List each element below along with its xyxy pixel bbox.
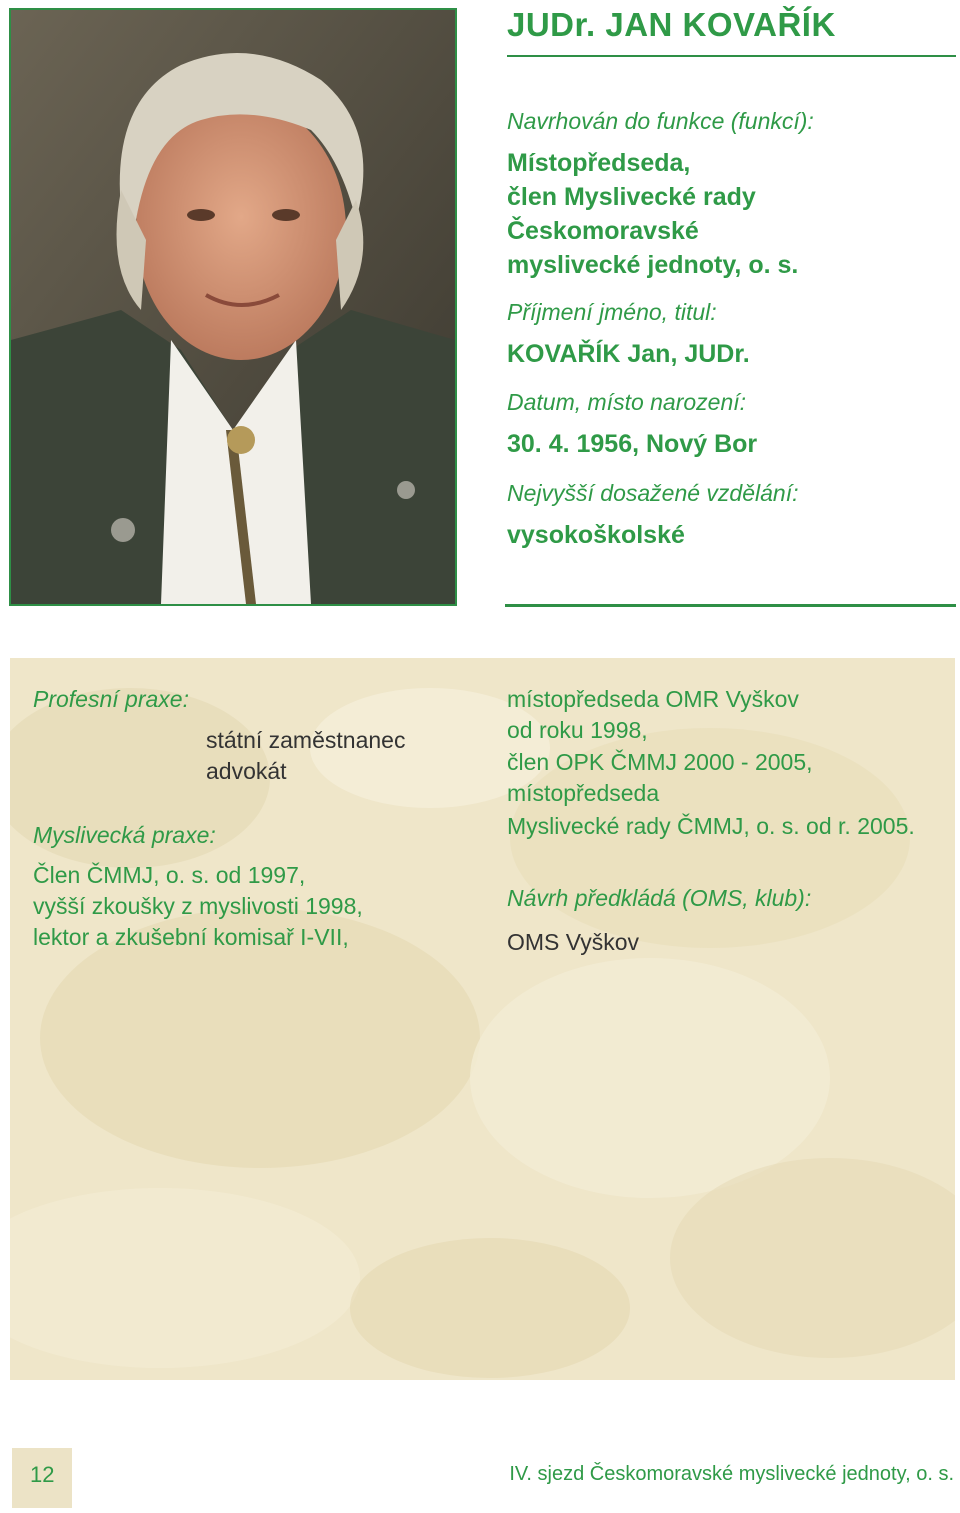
education-label: Nejvyšší dosažené vzdělání: — [507, 480, 799, 506]
portrait-photo — [9, 8, 457, 606]
birth-value: 30. 4. 1956, Nový Bor — [507, 430, 758, 458]
hunting-cont-line: od roku 1998, — [507, 717, 648, 743]
hunting-line: Člen ČMMJ, o. s. od 1997, — [33, 862, 306, 888]
candidacy-line: Místopředseda, — [507, 149, 691, 177]
page-title: JUDr. JAN KOVAŘÍK — [507, 6, 836, 43]
title-divider — [507, 55, 956, 57]
professional-line: státní zaměstnanec — [206, 727, 406, 753]
hunting-line: vyšší zkoušky z myslivosti 1998, — [33, 893, 363, 919]
footer-text: IV. sjezd Českomoravské myslivecké jednoty, o. s. — [509, 1463, 954, 1485]
surname-label: Příjmení jméno, titul: — [507, 299, 717, 325]
hunting-cont-line: člen OPK ČMMJ 2000 - 2005, — [507, 749, 813, 775]
birth-label: Datum, místo narození: — [507, 389, 747, 415]
panel-background-texture — [10, 658, 955, 1380]
hunting-cont-line: místopředseda OMR Vyškov — [507, 686, 799, 712]
candidacy-line: člen Myslivecké rady — [507, 183, 756, 211]
professional-label: Profesní praxe: — [33, 686, 189, 712]
candidacy-label: Navrhován do funkce (funkcí): — [507, 108, 814, 134]
hunting-label: Myslivecká praxe: — [33, 822, 216, 848]
professional-line: advokát — [206, 758, 287, 784]
section-divider — [505, 604, 956, 607]
hunting-cont-line: místopředseda — [507, 780, 660, 806]
candidacy-line: myslivecké jednoty, o. s. — [507, 251, 799, 279]
surname-value: KOVAŘÍK Jan, JUDr. — [507, 340, 750, 368]
hunting-line: lektor a zkušební komisař I-VII, — [33, 924, 349, 950]
education-value: vysokoškolské — [507, 521, 685, 549]
hunting-cont-line: Myslivecké rady ČMMJ, o. s. od r. 2005. — [507, 813, 915, 839]
proposer-value: OMS Vyškov — [507, 929, 640, 955]
candidacy-line: Českomoravské — [507, 217, 699, 245]
details-panel — [10, 658, 955, 1380]
proposer-label: Návrh předkládá (OMS, klub): — [507, 885, 812, 911]
page-number: 12 — [30, 1462, 55, 1487]
